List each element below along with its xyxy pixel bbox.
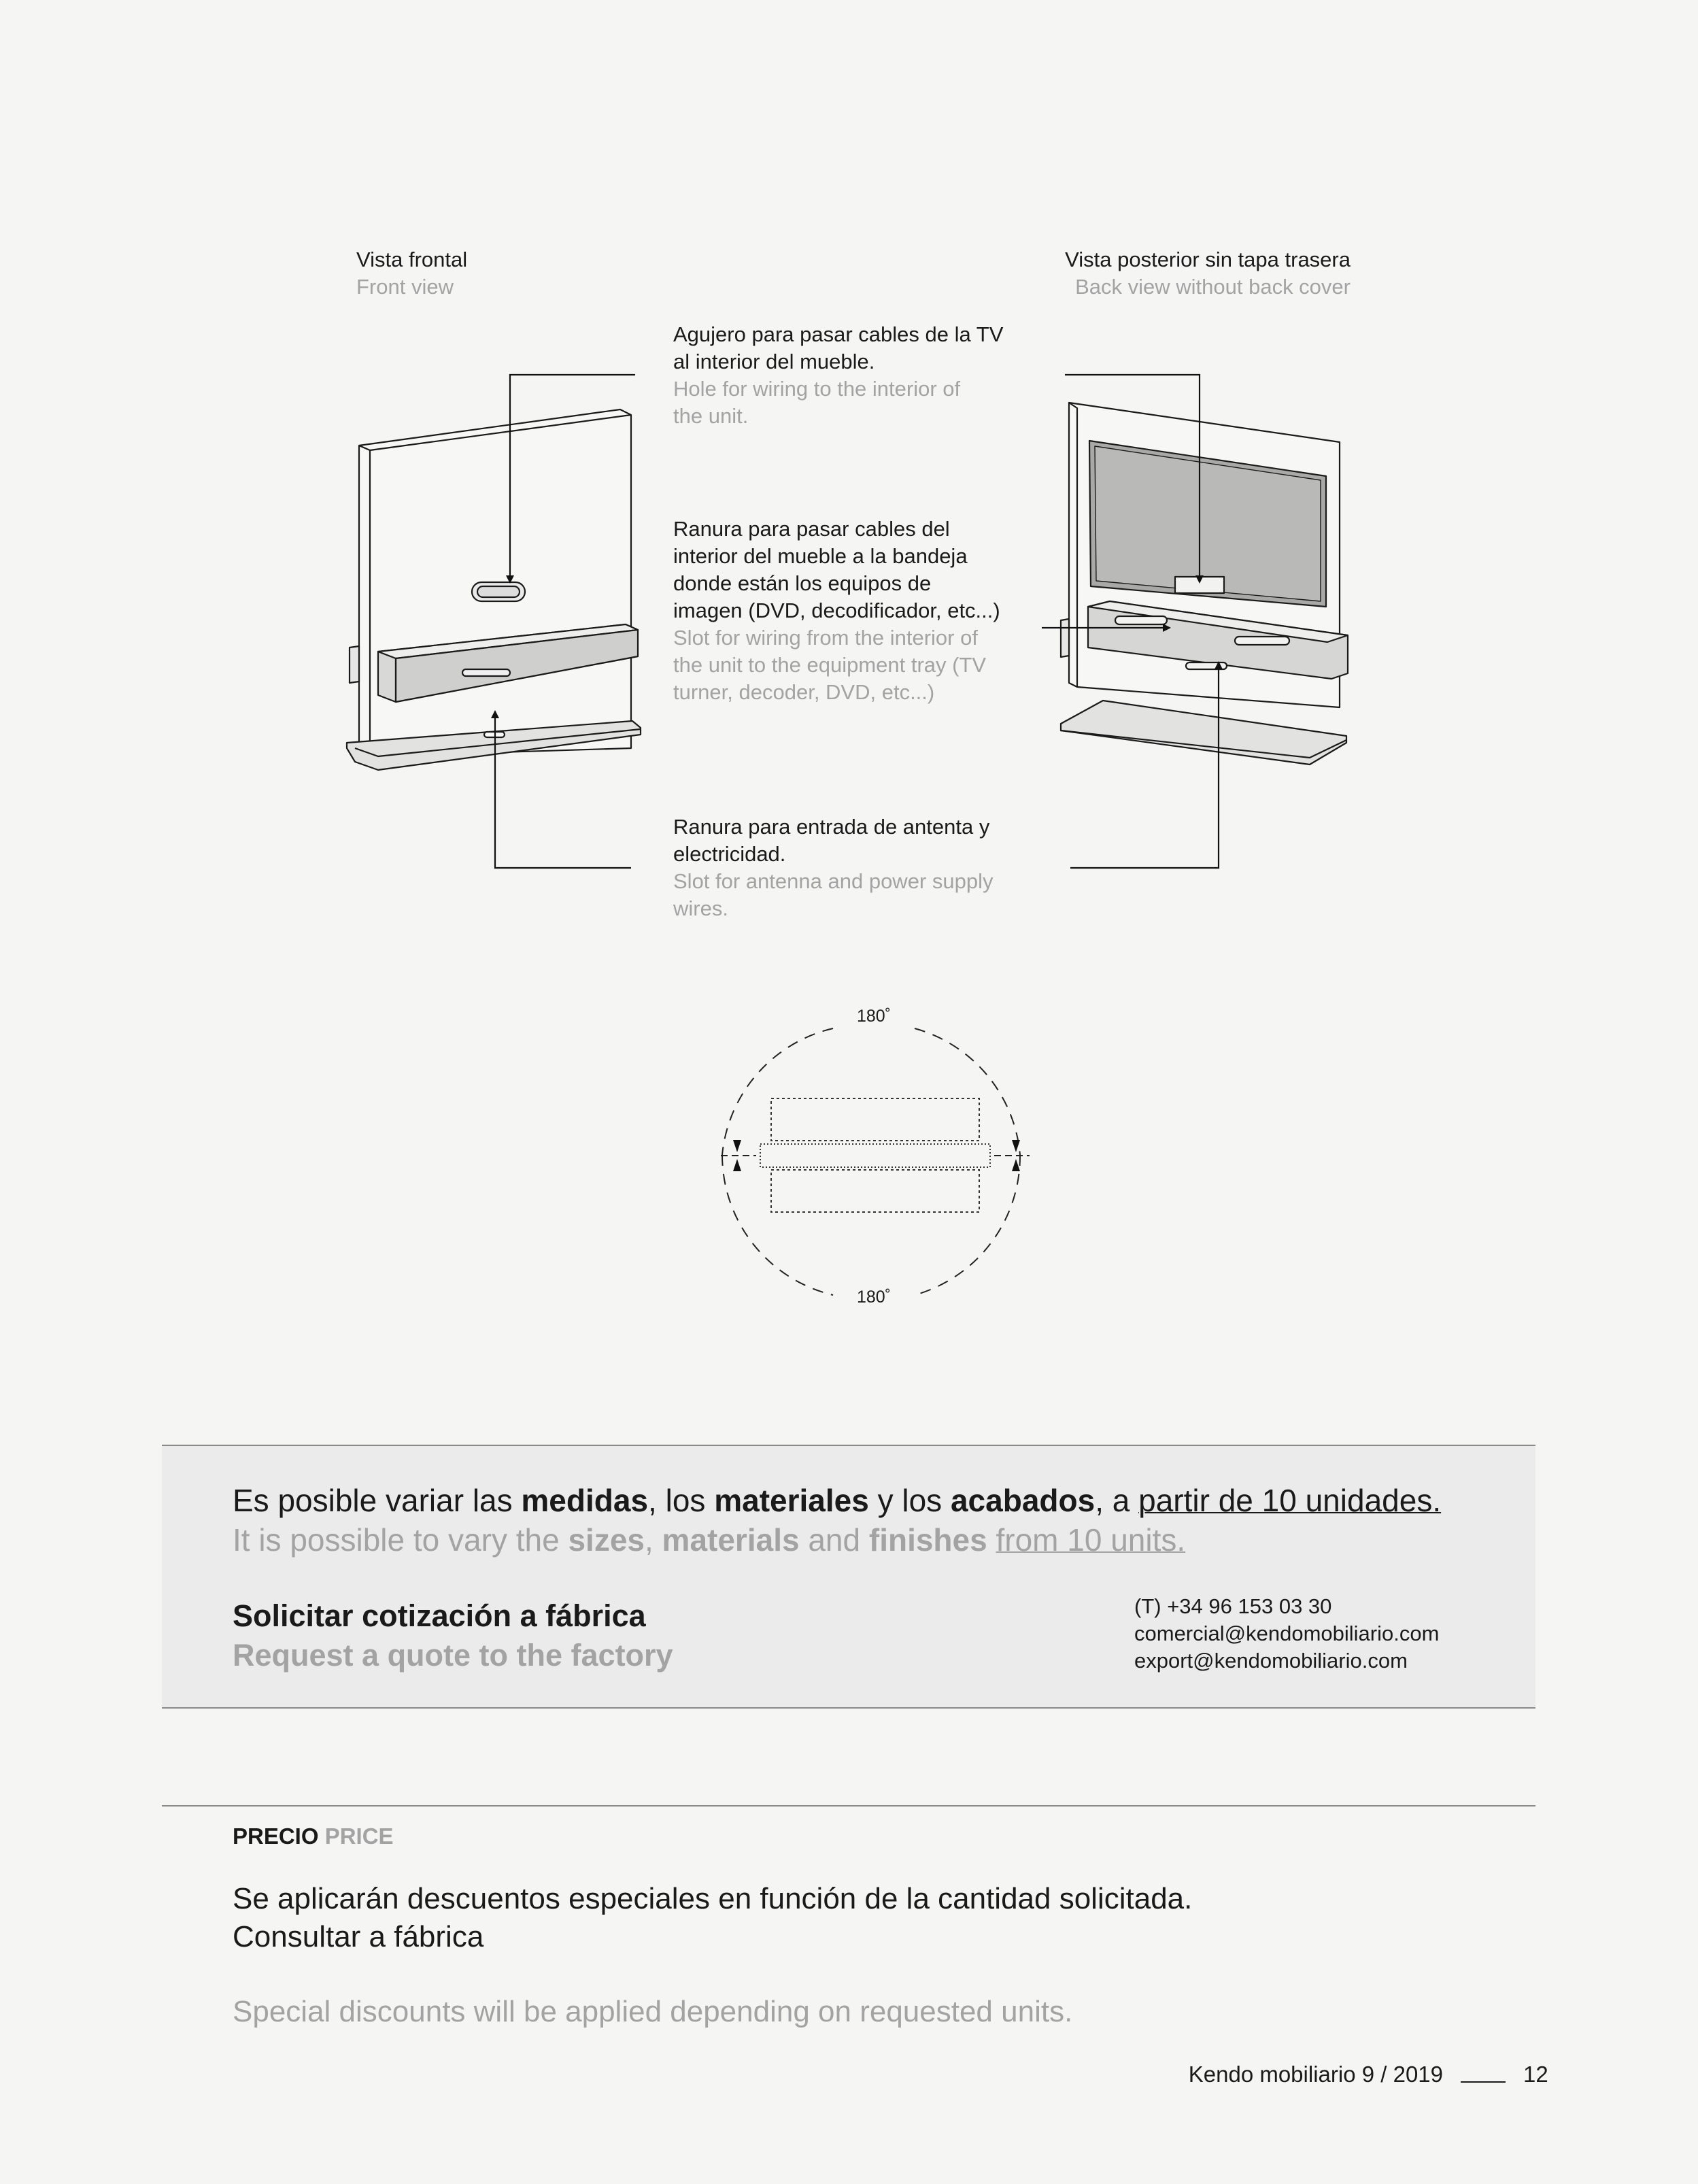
contact-email-export: export@kendomobiliario.com [1134, 1649, 1408, 1673]
rotation-diagram [721, 1028, 1030, 1295]
front-view-title: Vista frontal [356, 248, 468, 271]
callout-text-es: Ranura para pasar cables del [673, 517, 950, 541]
text-span: It is possible to vary the [233, 1522, 568, 1558]
price-text-es-1: Se aplicarán descuentos especiales en función de la cantidad solicitada. [233, 1882, 1193, 1915]
callout-text-en: turner, decoder, DVD, etc...) [673, 680, 935, 704]
callout-text-en: the unit. [673, 404, 749, 428]
callout-text-en: Hole for wiring to the interior of [673, 377, 961, 401]
callout-text-en: wires. [673, 896, 728, 920]
callout-text-es: interior del mueble a la bandeja [673, 544, 968, 568]
price-heading-es: PRECIO [233, 1824, 319, 1849]
back-view-subtitle: Back view without back cover [1075, 275, 1351, 299]
text-bold: materiales [714, 1483, 869, 1518]
footer-publication: Kendo mobiliario 9 / 2019 [1188, 2062, 1443, 2087]
callout-text-es: electricidad. [673, 842, 786, 866]
callout-text-es: al interior del mueble. [673, 350, 875, 373]
callout-text-en: the unit to the equipment tray (TV [673, 653, 987, 677]
request-quote-heading-en: Request a quote to the factory [233, 1638, 673, 1673]
price-text-en: Special discounts will be applied depending on requested units. [233, 1995, 1073, 2028]
callout-text-es: Ranura para entrada de antenta y [673, 815, 990, 839]
callout-text-es: donde están los equipos de [673, 571, 932, 595]
text-span: Es posible variar las [233, 1483, 522, 1518]
rotation-label-top: 180˚ [856, 1007, 892, 1026]
back-view-title: Vista posterior sin tapa trasera [1065, 248, 1351, 271]
price-text-es-2: Consultar a fábrica [233, 1920, 484, 1953]
request-quote-heading-es: Solicitar cotización a fábrica [233, 1598, 646, 1633]
text-underlined: partir de 10 unidades. [1138, 1483, 1442, 1518]
text-span: , a [1095, 1483, 1139, 1518]
callout-text-es: imagen (DVD, decodificador, etc...) [673, 599, 1000, 622]
front-view-subtitle: Front view [356, 275, 454, 299]
rotation-label-bottom: 180˚ [856, 1288, 892, 1307]
text-bold: medidas [521, 1483, 649, 1518]
text-bold: sizes [568, 1522, 645, 1558]
footer-separator [1461, 2081, 1506, 2083]
text-bold: acabados [950, 1483, 1096, 1518]
text-underlined: from 10 units. [996, 1522, 1186, 1558]
customization-text-en [233, 1521, 1185, 1559]
contact-email-commercial: comercial@kendomobiliario.com [1134, 1622, 1440, 1645]
contact-phone: (T) +34 96 153 03 30 [1134, 1594, 1332, 1618]
text-bold: materials [662, 1522, 800, 1558]
text-bold: finishes [868, 1522, 987, 1558]
page-number: 12 [1523, 2062, 1548, 2087]
text-span: , [644, 1522, 662, 1558]
price-divider [162, 1805, 1535, 1807]
callout-text-es: Agujero para pasar cables de la TV [673, 322, 1004, 346]
callout-text-en: Slot for wiring from the interior of [673, 626, 978, 650]
customization-quote-box [162, 1445, 1535, 1709]
text-span: and [799, 1522, 869, 1558]
back-view-drawing [1061, 403, 1348, 765]
callout-text-en: Slot for antenna and power supply [673, 869, 994, 893]
price-heading-en: PRICE [324, 1824, 394, 1849]
text-span: , los [648, 1483, 715, 1518]
text-span [987, 1522, 996, 1558]
front-view-drawing [347, 409, 641, 770]
text-span: y los [868, 1483, 951, 1518]
price-heading [233, 1823, 394, 1850]
customization-text-es [233, 1481, 1441, 1519]
